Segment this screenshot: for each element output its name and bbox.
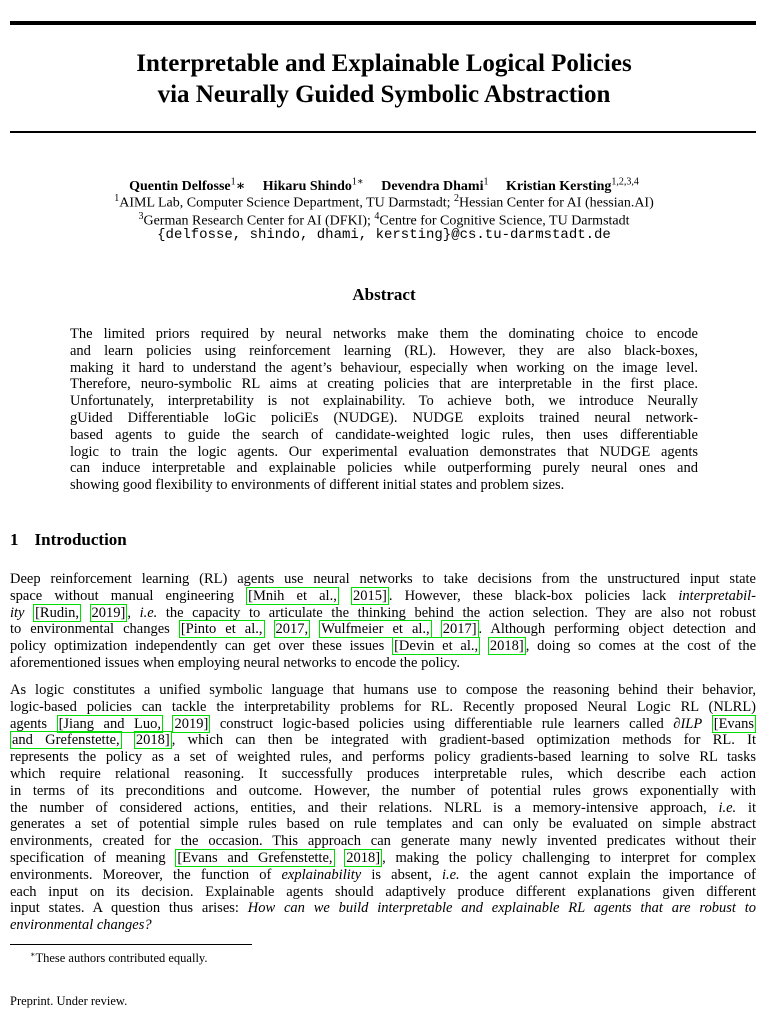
body-line: ity [Rudin, 2019] , i.e. the capacity to articulate the thinking behind the action selection. They are also not robust <box>10 604 757 621</box>
citation-link[interactable]: Wulfmeier et al., <box>321 621 430 638</box>
intro-paragraph-1 <box>10 571 756 672</box>
body-line: and Grefenstette, 2018] , which can then be integrated with gradient-based optimization methods for RL. It <box>12 732 757 749</box>
body-line: agents [Jiang and Luo, 2019] construct logic-based policies using differentiable rule learners called ∂ILP [Evans <box>10 715 755 732</box>
preprint-notice: Preprint. Under review. <box>10 994 128 1008</box>
citation-link[interactable]: [Evans and Grefenstette, <box>177 849 333 866</box>
body-line: which require relational reasoning. It successfully produces interpretable rules, which describe each action <box>10 765 756 782</box>
author-emails: {delfosse, shindo, dhami, kersting}@cs.tu-darmstadt.de <box>157 227 611 243</box>
body-line: aforementioned issues when employing neural networks to encode the policy. <box>10 654 461 671</box>
abstract-line: logic to train the logic agents. Our experimental evaluation demonstrates that NUDGE agents <box>70 443 698 460</box>
citation-link[interactable]: 2015] <box>352 587 387 604</box>
citation-link[interactable]: 2017, <box>275 621 309 638</box>
citation-link[interactable]: 2018] <box>346 849 381 866</box>
abstract-line: gUided Differentiable loGic policiEs (NUDGE). NUDGE exploits trained neural network- <box>70 409 698 426</box>
citation-link[interactable]: and Grefenstette, <box>12 732 120 749</box>
body-line: input states. A question thus arises: How can we build interpretable and explainable RL agents that are robust to <box>10 900 756 917</box>
citation-link[interactable]: [Evans <box>713 715 755 732</box>
body-line: environmental changes? <box>10 917 152 934</box>
body-line: environments. Moreover, the function of explainability is absent, i.e. the agent cannot explain the importance of <box>10 866 756 883</box>
citation-link[interactable]: 2018] <box>135 732 170 749</box>
citation-link[interactable]: [Mnih et al., <box>248 587 337 604</box>
footnote-rule <box>10 944 252 945</box>
title-bottom-rule <box>10 131 756 133</box>
abstract-line: showing good flexibility to environments of different initial states and problem sizes. <box>70 477 565 494</box>
author: Hikaru Shindo$^{1∗}$ <box>262 176 364 194</box>
body-line: generates a set of potential simple rules based on rule templates and can only be evaluated on simple abstract <box>10 816 756 833</box>
citation-link[interactable]: [Pinto et al., <box>180 621 263 638</box>
citation-link[interactable]: 2017] <box>442 621 477 638</box>
body-line: logic-based policies can tackle the interpretability problems for RL. Recently proposed Neural Logic RL (NLRL) <box>10 698 756 715</box>
citation-link[interactable]: 2019] <box>91 604 126 621</box>
footnote: ∗These authors contributed equally. <box>30 950 208 966</box>
abstract-line: and learn policies using reinforcement learning (RL). However, they are also black-boxes, <box>70 342 698 359</box>
body-line: environments, created for the occasion. This approach can generate many newly invented predicates without their <box>10 833 756 850</box>
citation-link[interactable]: 2018] <box>489 638 524 655</box>
section-heading-introduction: 1 Introduction <box>10 530 127 549</box>
affiliation-line-2: $^3$German Research Center for AI (DFKI); $^4$Centre for Cognitive Science, TU Darmstadt <box>138 211 630 229</box>
body-line: Deep reinforcement learning (RL) agents use neural networks to take decisions from the unstructured input state <box>10 571 756 587</box>
abstract-line: Therefore, neuro-symbolic RL aims at creating policies that are interpretable in the first place. <box>70 376 698 393</box>
body-line: space without manual engineering [Mnih et al., 2015] . However, these black-box policies lack interpretabil- <box>10 587 756 604</box>
abstract-line: Unfortunately, interpretability is not explainability. To achieve both, we introduce Neurally <box>70 393 698 410</box>
intro-paragraph-2 <box>10 682 756 934</box>
citation-link[interactable]: [Jiang and Luo, <box>58 715 161 732</box>
abstract-body <box>70 326 698 494</box>
abstract-line: The limited priors required by neural networks make them the dominating choice to encode <box>70 326 698 342</box>
top-rule <box>10 21 756 25</box>
author: Devendra Dhami$^1$ <box>381 176 489 194</box>
paper-title <box>0 48 768 110</box>
body-line: represents the policy as a set of weighted rules, and performs policy gradients-based learning to solve RL tasks <box>10 749 756 766</box>
body-line: specification of meaning [Evans and Grefenstette, 2018] , making the policy challenging to interpret for complex <box>10 849 757 866</box>
citation-link[interactable]: 2019] <box>174 715 209 732</box>
abstract-line: based agents to guide the search of candidate-weighted logic rules, then uses differentiable <box>70 426 698 443</box>
citation-link[interactable]: [Rudin, <box>35 604 79 621</box>
body-line: As logic constitutes a unified symbolic language that humans use to compose the reasoning behind their behavior, <box>10 682 756 698</box>
title-line-1: Interpretable and Explainable Logical Policies <box>136 50 632 77</box>
author: Quentin Delfosse$^1$∗ <box>129 176 246 194</box>
affiliation-line-1: $^1$AIML Lab, Computer Science Department, TU Darmstadt; $^2$Hessian Center for AI (hessian.AI) <box>114 193 654 211</box>
body-line: in terms of its preconditions and outcome. However, the number of potential rules grows exponentially with <box>10 782 756 799</box>
body-line: each input on its decision. Explainable agents should adaptively produce different explanations given different <box>10 883 756 900</box>
abstract-line: can induce interpretable and explainable policies while outperforming purely neural ones and <box>70 460 698 477</box>
body-line: the number of considered actions, entities, and their relations. NLRL is a memory-intensive approach, i.e. it <box>10 799 757 816</box>
citation-link[interactable]: [Devin et al., <box>394 638 479 655</box>
author: Kristian Kersting$^{1,2,3,4}$ <box>505 176 639 194</box>
title-line-2: via Neurally Guided Symbolic Abstraction <box>157 81 611 108</box>
body-line: policy optimization independently can get over these issues [Devin et al., 2018] , doing so comes at the cost of the <box>10 638 757 655</box>
body-line: to environmental changes [Pinto et al., 2017, Wulfmeier et al., 2017] . Although performing object detection and <box>10 621 757 638</box>
abstract-line: making it hard to understand the agent’s behaviour, especially when working on the image level. <box>70 359 698 376</box>
abstract-heading: Abstract <box>352 285 416 304</box>
